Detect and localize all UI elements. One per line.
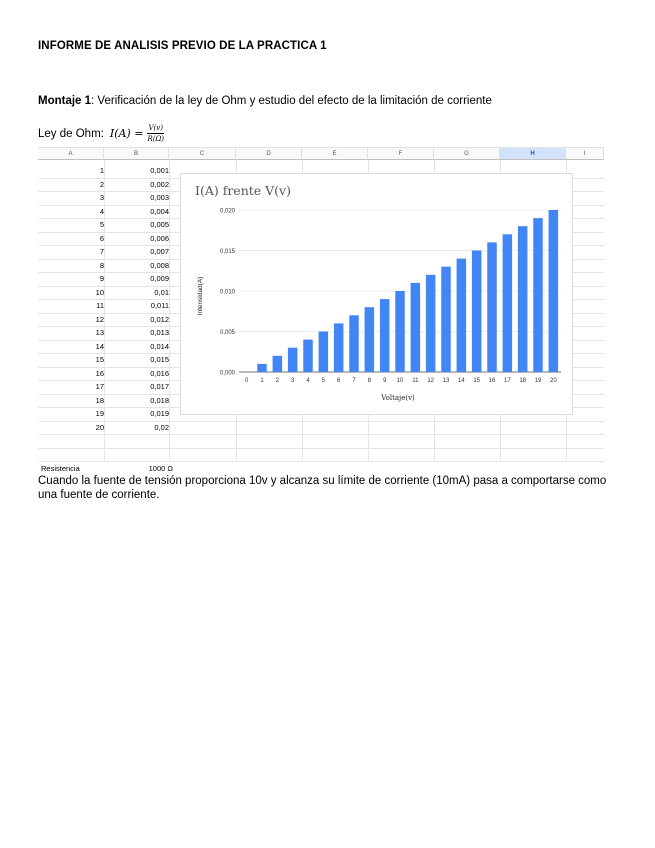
cell-b[interactable]: 0,006 <box>150 233 169 243</box>
chart-bar[interactable] <box>472 251 482 373</box>
grid-row-line <box>38 448 604 449</box>
chart-xtick-label: 15 <box>473 378 481 384</box>
chart-xtick-label: 11 <box>412 378 419 384</box>
column-header-i[interactable]: I <box>566 147 604 160</box>
cell-a[interactable]: 10 <box>95 287 104 297</box>
chart-ytick-label: 0,005 <box>219 330 235 336</box>
chart-ytick-label: 0,020 <box>219 208 235 215</box>
cell-b[interactable]: 0,016 <box>150 368 169 378</box>
cell-a[interactable]: 20 <box>95 422 104 432</box>
chart-bar[interactable] <box>288 348 298 372</box>
chart-bar[interactable] <box>426 275 436 372</box>
cell-b[interactable]: 0,009 <box>150 274 169 283</box>
cell-a[interactable]: 7 <box>99 247 104 256</box>
cell-a[interactable]: 15 <box>95 355 104 364</box>
cell-a[interactable]: 16 <box>95 368 104 378</box>
cell-a[interactable]: 9 <box>99 274 104 283</box>
cell-a[interactable]: 14 <box>95 341 104 351</box>
chart-bar[interactable] <box>303 340 313 372</box>
cell-b[interactable]: 0,008 <box>150 260 169 270</box>
chart-bar[interactable] <box>441 267 451 372</box>
resistance-label[interactable]: Resistencia <box>41 464 80 473</box>
chart-xtick-label: 2 <box>275 378 280 384</box>
conclusion-paragraph: Cuando la fuente de tensión proporciona 10v y alcanza su límite de corriente (10mA) pasa a comportarse como una fuente de corriente. <box>38 475 607 501</box>
chart-xtick-label: 14 <box>457 378 465 384</box>
chart-xtick-label: 4 <box>306 378 310 384</box>
chart-xtick-label: 6 <box>336 378 341 384</box>
cell-b[interactable]: 0,015 <box>150 355 169 364</box>
cell-a[interactable]: 17 <box>95 382 104 391</box>
chart-ylabel: Intensidad(A) <box>197 276 204 316</box>
column-header-g[interactable]: G <box>434 147 500 160</box>
cell-a[interactable]: 11 <box>96 301 104 310</box>
cell-a[interactable]: 13 <box>95 328 104 337</box>
cell-b[interactable]: 0,014 <box>150 341 169 351</box>
chart-bar[interactable] <box>503 234 513 372</box>
chart-bar[interactable] <box>380 299 390 372</box>
chart-xtick-label: 1 <box>260 378 264 384</box>
cell-a[interactable]: 1 <box>99 166 104 175</box>
formula-denominator: R(Ω) <box>147 135 164 143</box>
cell-a[interactable]: 6 <box>99 233 104 243</box>
formula-numerator: V(v) <box>148 124 163 132</box>
chart-ytick-label: 0,015 <box>219 249 235 255</box>
chart-bar[interactable] <box>395 291 405 372</box>
chart-xtick-label: 12 <box>427 378 435 384</box>
chart-bar[interactable] <box>273 356 283 372</box>
column-header-c[interactable]: C <box>169 147 236 160</box>
document-title: INFORME DE ANALISIS PREVIO DE LA PRACTICA 1 <box>38 40 327 52</box>
cell-b[interactable]: 0,019 <box>150 409 169 418</box>
chart-xlabel: Voltaje(v) <box>381 394 415 402</box>
cell-b[interactable]: 0,002 <box>150 179 169 189</box>
column-header-d[interactable]: D <box>236 147 302 160</box>
chart-xtick-label: 19 <box>534 378 542 384</box>
cell-b[interactable]: 0,01 <box>154 287 169 297</box>
cell-b[interactable]: 0,018 <box>150 395 169 405</box>
chart-title: I(A) frente V(v) <box>195 183 291 198</box>
ohm-law-label: Ley de Ohm: <box>38 127 104 140</box>
bar-chart <box>180 173 573 415</box>
chart-xtick-label: 7 <box>352 378 356 384</box>
ohm-law-formula <box>110 124 164 143</box>
cell-b[interactable]: 0,017 <box>150 382 169 391</box>
cell-a[interactable]: 2 <box>99 179 104 189</box>
cell-b[interactable]: 0,013 <box>150 328 169 337</box>
chart-bar[interactable] <box>457 259 467 372</box>
column-header-b[interactable]: B <box>104 147 169 160</box>
chart-ytick-label: 0,000 <box>219 370 235 377</box>
cell-a[interactable]: 12 <box>95 314 104 324</box>
cell-a[interactable]: 3 <box>99 193 104 202</box>
cell-b[interactable]: 0,003 <box>150 193 169 202</box>
chart-bar[interactable] <box>411 283 421 372</box>
montaje-label: Montaje 1 <box>38 95 92 107</box>
chart-xtick-label: 5 <box>321 378 326 384</box>
chart-bar[interactable] <box>533 218 543 372</box>
montaje-heading <box>38 95 492 107</box>
cell-b[interactable]: 0,012 <box>150 314 169 324</box>
chart-xtick-label: 3 <box>290 378 295 384</box>
formula-lhs: I(A) = <box>109 127 144 140</box>
montaje-description: : Verificación de la ley de Ohm y estudio del efecto de la limitación de corriente <box>91 95 492 107</box>
chart-bar[interactable] <box>319 332 329 373</box>
chart-xtick-label: 0 <box>244 378 249 384</box>
chart-xtick-label: 10 <box>396 378 404 384</box>
cell-a[interactable]: 4 <box>99 206 104 216</box>
ohm-law-line <box>38 124 164 143</box>
chart-bar[interactable] <box>334 323 344 372</box>
cell-a[interactable]: 19 <box>95 409 104 418</box>
cell-a[interactable]: 8 <box>99 260 104 270</box>
chart-bar[interactable] <box>487 242 497 372</box>
chart-bar[interactable] <box>365 307 375 372</box>
chart-xtick-label: 18 <box>519 378 527 384</box>
column-header-f[interactable]: F <box>368 147 434 160</box>
cell-b[interactable]: 0,005 <box>150 220 169 229</box>
cell-a[interactable]: 5 <box>99 220 104 229</box>
column-header-e[interactable]: E <box>302 147 368 160</box>
chart-bar[interactable] <box>518 226 528 372</box>
chart-ytick-label: 0,010 <box>219 289 235 296</box>
chart-xtick-label: 13 <box>442 378 450 384</box>
chart-xtick-label: 17 <box>503 378 511 384</box>
cell-a[interactable]: 18 <box>95 395 104 405</box>
chart-bar[interactable] <box>257 364 267 372</box>
cell-b[interactable]: 0,007 <box>150 247 169 256</box>
cell-b[interactable]: 0,004 <box>150 206 169 216</box>
grid-row-line <box>38 434 604 435</box>
chart-xtick-label: 8 <box>367 378 372 384</box>
cell-b[interactable]: 0,001 <box>150 166 169 175</box>
chart-svg <box>181 174 574 416</box>
chart-xtick-label: 16 <box>488 378 496 384</box>
column-header-a[interactable]: A <box>38 147 104 160</box>
cell-b[interactable]: 0,011 <box>150 301 169 310</box>
chart-bar[interactable] <box>549 210 559 372</box>
chart-xtick-label: 20 <box>549 378 557 384</box>
chart-bar[interactable] <box>349 315 359 372</box>
chart-xtick-label: 9 <box>382 378 387 384</box>
formula-fraction <box>147 124 164 143</box>
resistance-value[interactable]: 1000 Ω <box>148 464 173 473</box>
column-header-h[interactable]: H <box>500 147 566 160</box>
cell-b[interactable]: 0,02 <box>154 422 169 432</box>
